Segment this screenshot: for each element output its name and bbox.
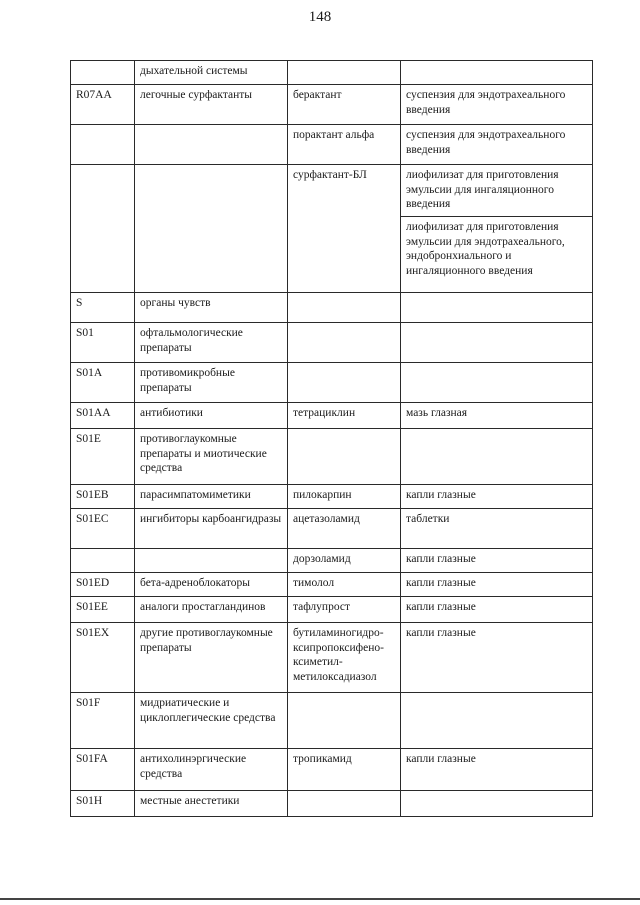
cell-form: капли глазные: [401, 623, 593, 693]
cell-substance: [288, 363, 401, 403]
cell-code: S01A: [71, 363, 135, 403]
cell-form: капли глазные: [401, 597, 593, 623]
cell-form: суспензия для эндотрахеального введения: [401, 85, 593, 125]
table-row: [71, 403, 593, 429]
table-row: [71, 549, 593, 573]
cell-group: аналоги простагландинов: [135, 597, 288, 623]
cell-form: капли глазные: [401, 573, 593, 597]
cell-code: S01EE: [71, 597, 135, 623]
table-row: [71, 485, 593, 509]
cell-code: S01FA: [71, 749, 135, 791]
table-row: [71, 693, 593, 749]
cell-group: [135, 165, 288, 293]
cell-code: R07AA: [71, 85, 135, 125]
cell-substance: ацетазоламид: [288, 509, 401, 549]
cell-group: противомикробные препараты: [135, 363, 288, 403]
cell-code: S01EX: [71, 623, 135, 693]
table-row: [71, 85, 593, 125]
cell-code: S01EC: [71, 509, 135, 549]
cell-group: местные анестетики: [135, 791, 288, 817]
cell-group: бета-адреноблокаторы: [135, 573, 288, 597]
table-row: [71, 363, 593, 403]
cell-substance: дорзоламид: [288, 549, 401, 573]
cell-substance: порактант альфа: [288, 125, 401, 165]
table-row: [71, 623, 593, 693]
cell-group: [135, 125, 288, 165]
cell-substance: [288, 429, 401, 485]
cell-form: [401, 323, 593, 363]
cell-substance: тафлупрост: [288, 597, 401, 623]
cell-group: офтальмологические препараты: [135, 323, 288, 363]
cell-substance: бутиламиногидро-ксипропоксифено-ксиметил-метилоксадиазол: [288, 623, 401, 693]
cell-code: S01F: [71, 693, 135, 749]
cell-form: [401, 293, 593, 323]
cell-substance: тропикамид: [288, 749, 401, 791]
cell-substance: тетрациклин: [288, 403, 401, 429]
cell-substance: [288, 323, 401, 363]
cell-group: [135, 549, 288, 573]
cell-substance: пилокарпин: [288, 485, 401, 509]
cell-form: [401, 791, 593, 817]
table-row: [71, 791, 593, 817]
cell-group: парасимпатомиметики: [135, 485, 288, 509]
cell-group: другие противоглаукомные препараты: [135, 623, 288, 693]
table-row: [71, 293, 593, 323]
cell-form: суспензия для эндотрахеального введения: [401, 125, 593, 165]
cell-form: капли глазные: [401, 549, 593, 573]
cell-code: [71, 125, 135, 165]
cell-group: антибиотики: [135, 403, 288, 429]
cell-code: S: [71, 293, 135, 323]
table-row: [71, 749, 593, 791]
cell-form: [401, 429, 593, 485]
table-row: [71, 61, 593, 85]
cell-substance: [288, 791, 401, 817]
cell-form: мазь глазная: [401, 403, 593, 429]
table-row: [71, 429, 593, 485]
cell-code: [71, 549, 135, 573]
cell-substance: [288, 293, 401, 323]
cell-form: [401, 363, 593, 403]
cell-code: [71, 165, 135, 293]
cell-group: антихолинэргические средства: [135, 749, 288, 791]
cell-code: [71, 61, 135, 85]
cell-group: ингибиторы карбоангидразы: [135, 509, 288, 549]
table-row: [71, 597, 593, 623]
cell-form: капли глазные: [401, 485, 593, 509]
cell-group: мидриатические и циклоплегические средства: [135, 693, 288, 749]
cell-group: противоглаукомные препараты и миотические средства: [135, 429, 288, 485]
cell-substance: тимолол: [288, 573, 401, 597]
cell-substance: сурфактант-БЛ: [288, 165, 401, 293]
cell-form: таблетки: [401, 509, 593, 549]
cell-code: S01: [71, 323, 135, 363]
cell-code: S01AA: [71, 403, 135, 429]
table-row: [71, 509, 593, 549]
page-bottom-rule: [0, 898, 640, 900]
drug-table: [70, 60, 593, 817]
cell-group: органы чувств: [135, 293, 288, 323]
table-row: [71, 323, 593, 363]
cell-group: легочные сурфактанты: [135, 85, 288, 125]
page-number: 148: [308, 9, 332, 25]
cell-form: лиофилизат для приготовления эмульсии для эндотрахеального, эндобронхиального и ингаляционного введения: [401, 217, 593, 293]
cell-form: [401, 693, 593, 749]
cell-form: лиофилизат для приготовления эмульсии для ингаляционного введения: [401, 165, 593, 217]
table-row: [71, 573, 593, 597]
cell-substance: берактант: [288, 85, 401, 125]
cell-form: капли глазные: [401, 749, 593, 791]
table-row: [71, 165, 593, 217]
cell-code: S01E: [71, 429, 135, 485]
cell-code: S01ED: [71, 573, 135, 597]
cell-code: S01H: [71, 791, 135, 817]
table-row: [71, 125, 593, 165]
cell-code: S01EB: [71, 485, 135, 509]
cell-group: дыхательной системы: [135, 61, 288, 85]
cell-substance: [288, 693, 401, 749]
cell-form: [401, 61, 593, 85]
cell-substance: [288, 61, 401, 85]
